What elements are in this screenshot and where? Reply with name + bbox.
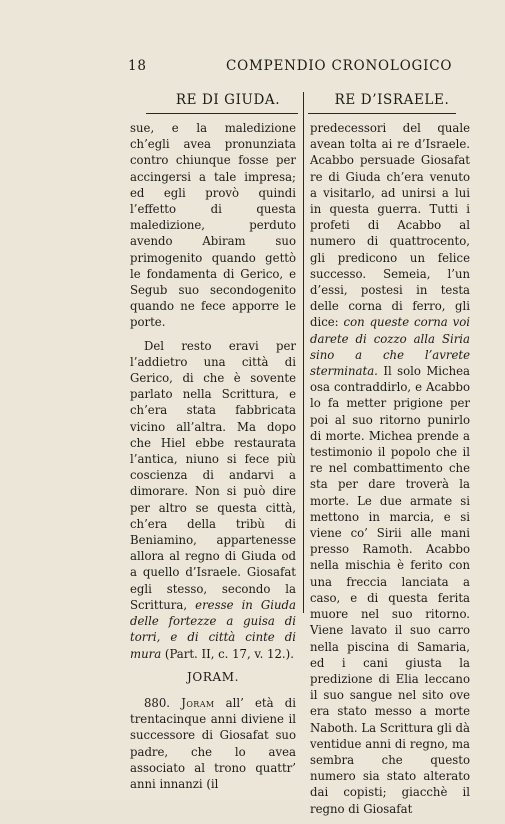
right-paragraph-1-end: Il solo Michea osa contraddirlo, e Acabbo lo fa metter prigione per poi al suo ritorno punirlo di morte. Michea prende a testimonio il popolo che il re nel combattimento che sta per dare troverà la morte. Le due armate si mettono in marcia, e si viene co’ Sirii alle mani presso Ramoth. Acabbo nella mischia è ferito con una freccia lanciata a caso, e di questa ferita muore nel suo ritorno. Viene lavato il suo carro nella piscina di Samaria, ed i cani giusta la predizione di Elia leccano il suo sangue nel sito ove era stato messo a morte Naboth. La Scrittura gli dà ventidue anni di regno, ma sembra che questo numero sia stato alterato dai copisti; giacchè il regno di Giosafat [310, 364, 471, 816]
right-column [310, 120, 470, 824]
running-title: COMPENDIO CRONOLOGICO [226, 58, 453, 74]
column-divider [303, 92, 304, 613]
left-paragraph-3 [130, 695, 296, 792]
left-paragraph-2-quote: eresse in Giuda delle fortezze a guisa di torri, e di città cinte di mura [130, 597, 296, 661]
left-paragraph-2-text: Del resto eravi per l’addietro una città di Gerico, di che è sovente parlato nella Scrittura, e ch’era stata fabbricata vicino all’altra. Ma dopo che Hiel ebbe restaurata l’antica, niuno si fece più coscienza di andarvi a dimorare. Non si può dire per altro se questa città, ch’era della tribù di Beniamino, appartenesse allora al regno di Giuda od a quello d’Israele. Giosafat egli stesso, secondo la Scrittura, [130, 338, 296, 612]
king-name: Joram [181, 695, 215, 710]
left-heading-rule [146, 113, 298, 114]
left-column [130, 120, 296, 799]
section-subheading: JORAM. [186, 669, 240, 684]
left-paragraph-3-text: all’ età di trentacinque anni diviene il successore di Giosafat suo padre, che lo avea associato al trono quattr’ anni innanzi (il [130, 695, 297, 791]
left-paragraph-1: sue, e la maledizione ch’egli avea pronunziata contro chiunque fosse per accingersi a tale impresa; ed egli provò quindi l’effetto di questa maledizione, perduto avendo Abiram suo primogenito quando gettò le fondamenta di Gerico, e Segub suo secondogenito quando ne fece apporre le porte. [130, 121, 296, 330]
left-paragraph-2-reference: (Part. II, c. 17, v. 12.). [161, 646, 294, 661]
right-paragraph-1 [310, 120, 470, 817]
right-paragraph-1-text: predecessori del quale avean tolta ai re d’Israele. Acabbo persuade Giosafat re di Giuda ch’era venuto a visitarlo, ad unirsi a lui in questa guerra. Tutti i profeti di Acabbo al numero di quattrocento, gli predicono un felice successo. Semeia, l’un d’essi, postesi in testa delle corna di ferro, gli dice: [310, 121, 470, 330]
left-paragraph-2 [130, 338, 296, 662]
year-number: 880. [144, 695, 171, 710]
left-column-heading: RE DI GIUDA. [175, 92, 281, 108]
right-column-heading: RE D’ISRAELE. [334, 92, 450, 108]
page-number: 18 [128, 58, 147, 74]
right-paragraph-1-quote: con queste corna voi darete di cozzo alla Siria sino a che l’avrete sterminata. [310, 315, 470, 379]
right-heading-rule [308, 113, 456, 114]
